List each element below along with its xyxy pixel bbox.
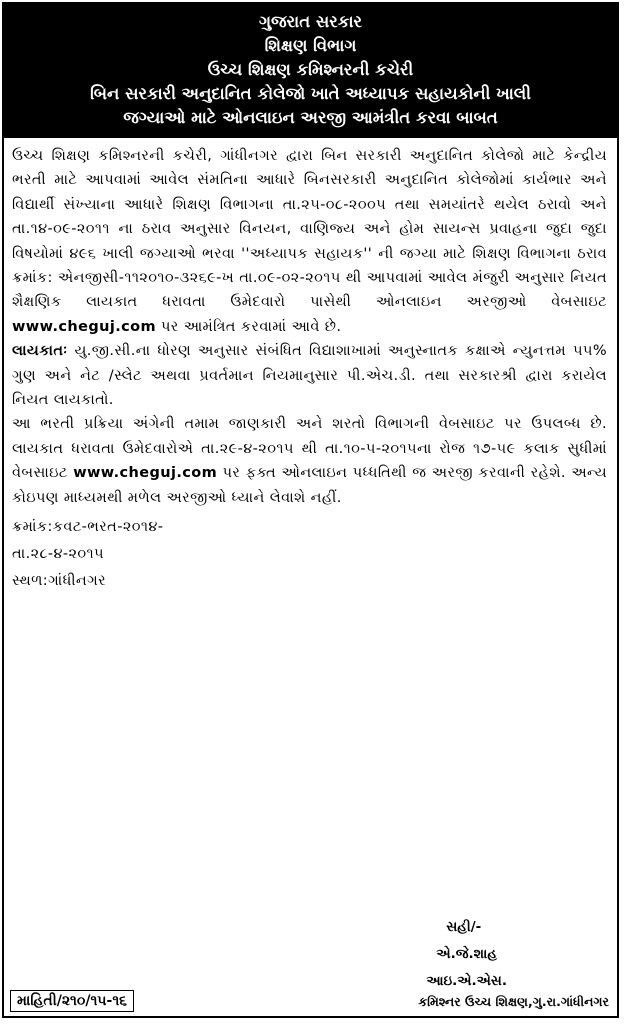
process-text: આ ભરતી પ્રક્રિયા અંગેની તમામ જાણકારી અને શરતો વિભાગની વેબસાઇટ પર ઉપલબ્ધ છે. લાયકાત ધરાવતા ઉમેદવારોએ તા.૨૯-૪-૨૦૧૫ થી તા.૧૦-૫-૨૦૧૫ના રોજ ૧૭-૫૯ કલાક સુધીમાં વેબસાઇટ <box>12 416 607 482</box>
reference-number: ક્રમાંક:કવટ-ભરત-૨૦૧૪- <box>12 519 164 536</box>
reference-date: તા.૨૮-૪-૨૦૧૫ <box>12 546 104 563</box>
signature-block <box>426 914 507 995</box>
reference-block <box>12 514 607 595</box>
notice-footer <box>4 988 617 1016</box>
website-link[interactable]: www.cheguj.com <box>12 318 156 335</box>
signatory-name: એ.જે.શાહ <box>436 946 497 962</box>
paragraph-qualification <box>12 339 607 412</box>
notice-body <box>4 138 617 595</box>
department-title: શિક્ષણ વિભાગ <box>264 36 357 55</box>
process-end: પર ફક્ત ઓનલાઇન પધ્ધતિથી જ અરજી કરવાની રહેશે. અન્ય કોઇપણ માધ્યમથી મળેલ અરજીઓ ધ્યાને લેવાશે નહીં. <box>12 465 607 506</box>
reference-place: સ્થળ:ગાંધીનગર <box>12 573 106 590</box>
paragraph-announcement <box>12 144 607 339</box>
issuer-designation: કમિશ્નર ઉચ્ચ શિક્ષણ,ગુ.રા.ગાંધીનગર <box>418 994 609 1009</box>
subject-line-1: બિન સરકારી અનુદાનિત કોલેજો ખાતે અધ્યાપક સહાયકોની ખાલી <box>90 84 531 103</box>
signatory-title: આઇ.એ.એસ. <box>426 973 507 989</box>
notice-frame <box>2 2 619 1018</box>
office-title: ઉચ્ચ શિક્ષણ કમિશ્નરની કચેરી <box>207 60 414 79</box>
subject-line-2: જગ્યાઓ માટે ઓનલાઇન અરજી આમંત્રીત કરવા બાબત <box>123 108 498 127</box>
qualification-text: યુ.જી.સી.ના ધોરણ અનુસાર સંબંધિત વિદ્યાશાખામાં અનુસ્નાતક કક્ષાએ ન્યુનત્તમ ૫૫% ગુણ અને નેટ /સ્લેટ અથવા પ્રવર્તમાન નિયમાનુસાર પી.એચ.ડી. તથા સરકારશ્રી દ્વારા કરાયેલ નિયત લાયકાતો. <box>12 343 607 409</box>
paragraph-process <box>12 412 607 510</box>
qualification-label: લાયકાતઃ <box>12 343 68 360</box>
govt-title: ગુજરાત સરકાર <box>258 12 363 31</box>
announcement-text: ઉચ્ચ શિક્ષણ કમિશ્નરની કચેરી, ગાંધીનગર દ્વારા બિન સરકારી અનુદાનિત કોલેજો માટે કેન્દ્રીય ભરતી માટે આપવામાં આવેલ સંમતિના આધારે બિનસરકારી અનુદાનિત કોલેજોમાં કાર્યભાર અને વિદ્યાર્થી સંખ્યાના આધારે શિક્ષણ વિભાગના તા.૨૫-૦૮-૨૦૦૫ તથા સમયાંતરે થયેલ ઠરાવો અને તા.૧૪-૦૯-૨૦૧૧ ના ઠરાવ અનુસાર વિનયન, વાણિજ્ય અને હોમ સાયન્સ પ્રવાહના જુદા જુદા વિષયોમાં ૪૯૬ ખાલી જગ્યાઓ ભરવા ''અધ્યાપક સહાયક'' ની જગ્યા માટે શિક્ષણ વિભાગના ઠરાવ ક્રમાંક: એનજીસી-૧૧૨૦૧૦-૩૨૬૯-ખ તા.૦૯-૦૨-૨૦૧૫ થી આપવામાં આવેલ મંજુરી અનુસાર નિયત શૈક્ષણિક લાયકાત ધરાવતા ઉમેદવારો પાસેથી ઓનલાઇન અરજીઓ વેબસાઇટ <box>12 148 607 311</box>
announcement-end: પર આમંત્રિત કરવામાં આવે છે. <box>155 318 342 335</box>
notice-header <box>4 4 617 138</box>
website-link-2[interactable]: www.cheguj.com <box>73 465 218 482</box>
info-code: માહિતી/૨૧૦/૧૫-૧૬ <box>10 990 134 1012</box>
signed-mark: સહી/- <box>446 919 482 935</box>
